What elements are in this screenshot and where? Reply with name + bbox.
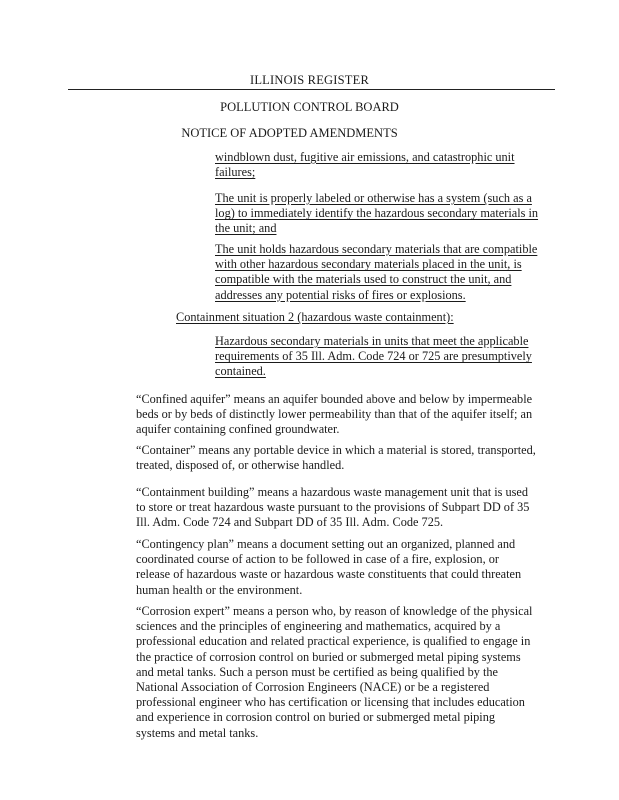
definition-contingency-plan: “Contingency plan” means a document setting out an organized, planned and coordinated course of action to be followed in case of a fire, explosion, or release of hazardous waste or hazardous waste constituents that could threaten human health or the environment.	[136, 537, 522, 597]
definition-container: “Container” means any portable device in which a material is stored, transported, treated, disposed of, or otherwise handled.	[136, 443, 536, 473]
register-title: ILLINOIS REGISTER	[249, 73, 369, 87]
header-rule	[68, 89, 555, 90]
continuation-paragraph-3: The unit holds hazardous secondary materials that are compatible with other hazardous secondary materials placed in the unit, is compatible with the materials used to construct the unit, and addresses any potential risks of fires or explosions.	[215, 242, 538, 302]
containment-heading: Containment situation 2 (hazardous waste containment):	[176, 310, 454, 324]
definition-confined-aquifer: “Confined aquifer” means an aquifer bounded above and below by impermeable beds or by beds of distinctly lower permeability than that of the aquifer itself; an aquifer containing confined groundwater.	[136, 392, 533, 437]
continuation-paragraph-2: The unit is properly labeled or otherwise has a system (such as a log) to immediately identify the hazardous secondary materials in the unit; and	[215, 191, 539, 236]
notice-heading: NOTICE OF ADOPTED AMENDMENTS	[181, 126, 398, 140]
containment-body: Hazardous secondary materials in units that meet the applicable requirements of 35 Ill. Adm. Code 724 or 725 are presumptively contained.	[215, 334, 532, 379]
board-name: POLLUTION CONTROL BOARD	[220, 100, 399, 114]
definition-containment-building: “Containment building” means a hazardous waste management unit that is used to store or treat hazardous waste pursuant to the provisions of Subpart DD of 35 Ill. Adm. Code 724 and Subpart DD of 35 Ill. Adm. Code 725.	[136, 485, 530, 530]
definition-corrosion-expert: “Corrosion expert” means a person who, by reason of knowledge of the physical sciences and the principles of engineering and mathematics, acquired by a professional education and related practical experience, is qualified to engage in the practice of corrosion control on buried or submerged metal piping systems and metal tanks. Such a person must be certified as being qualified by the National Association of Corrosion Engineers (NACE) or be a registered professional engineer who has certification or licensing that includes education and experience in corrosion control on buried or submerged metal piping systems and metal tanks.	[136, 604, 533, 740]
continuation-paragraph-1: windblown dust, fugitive air emissions, and catastrophic unit failures;	[215, 150, 515, 180]
